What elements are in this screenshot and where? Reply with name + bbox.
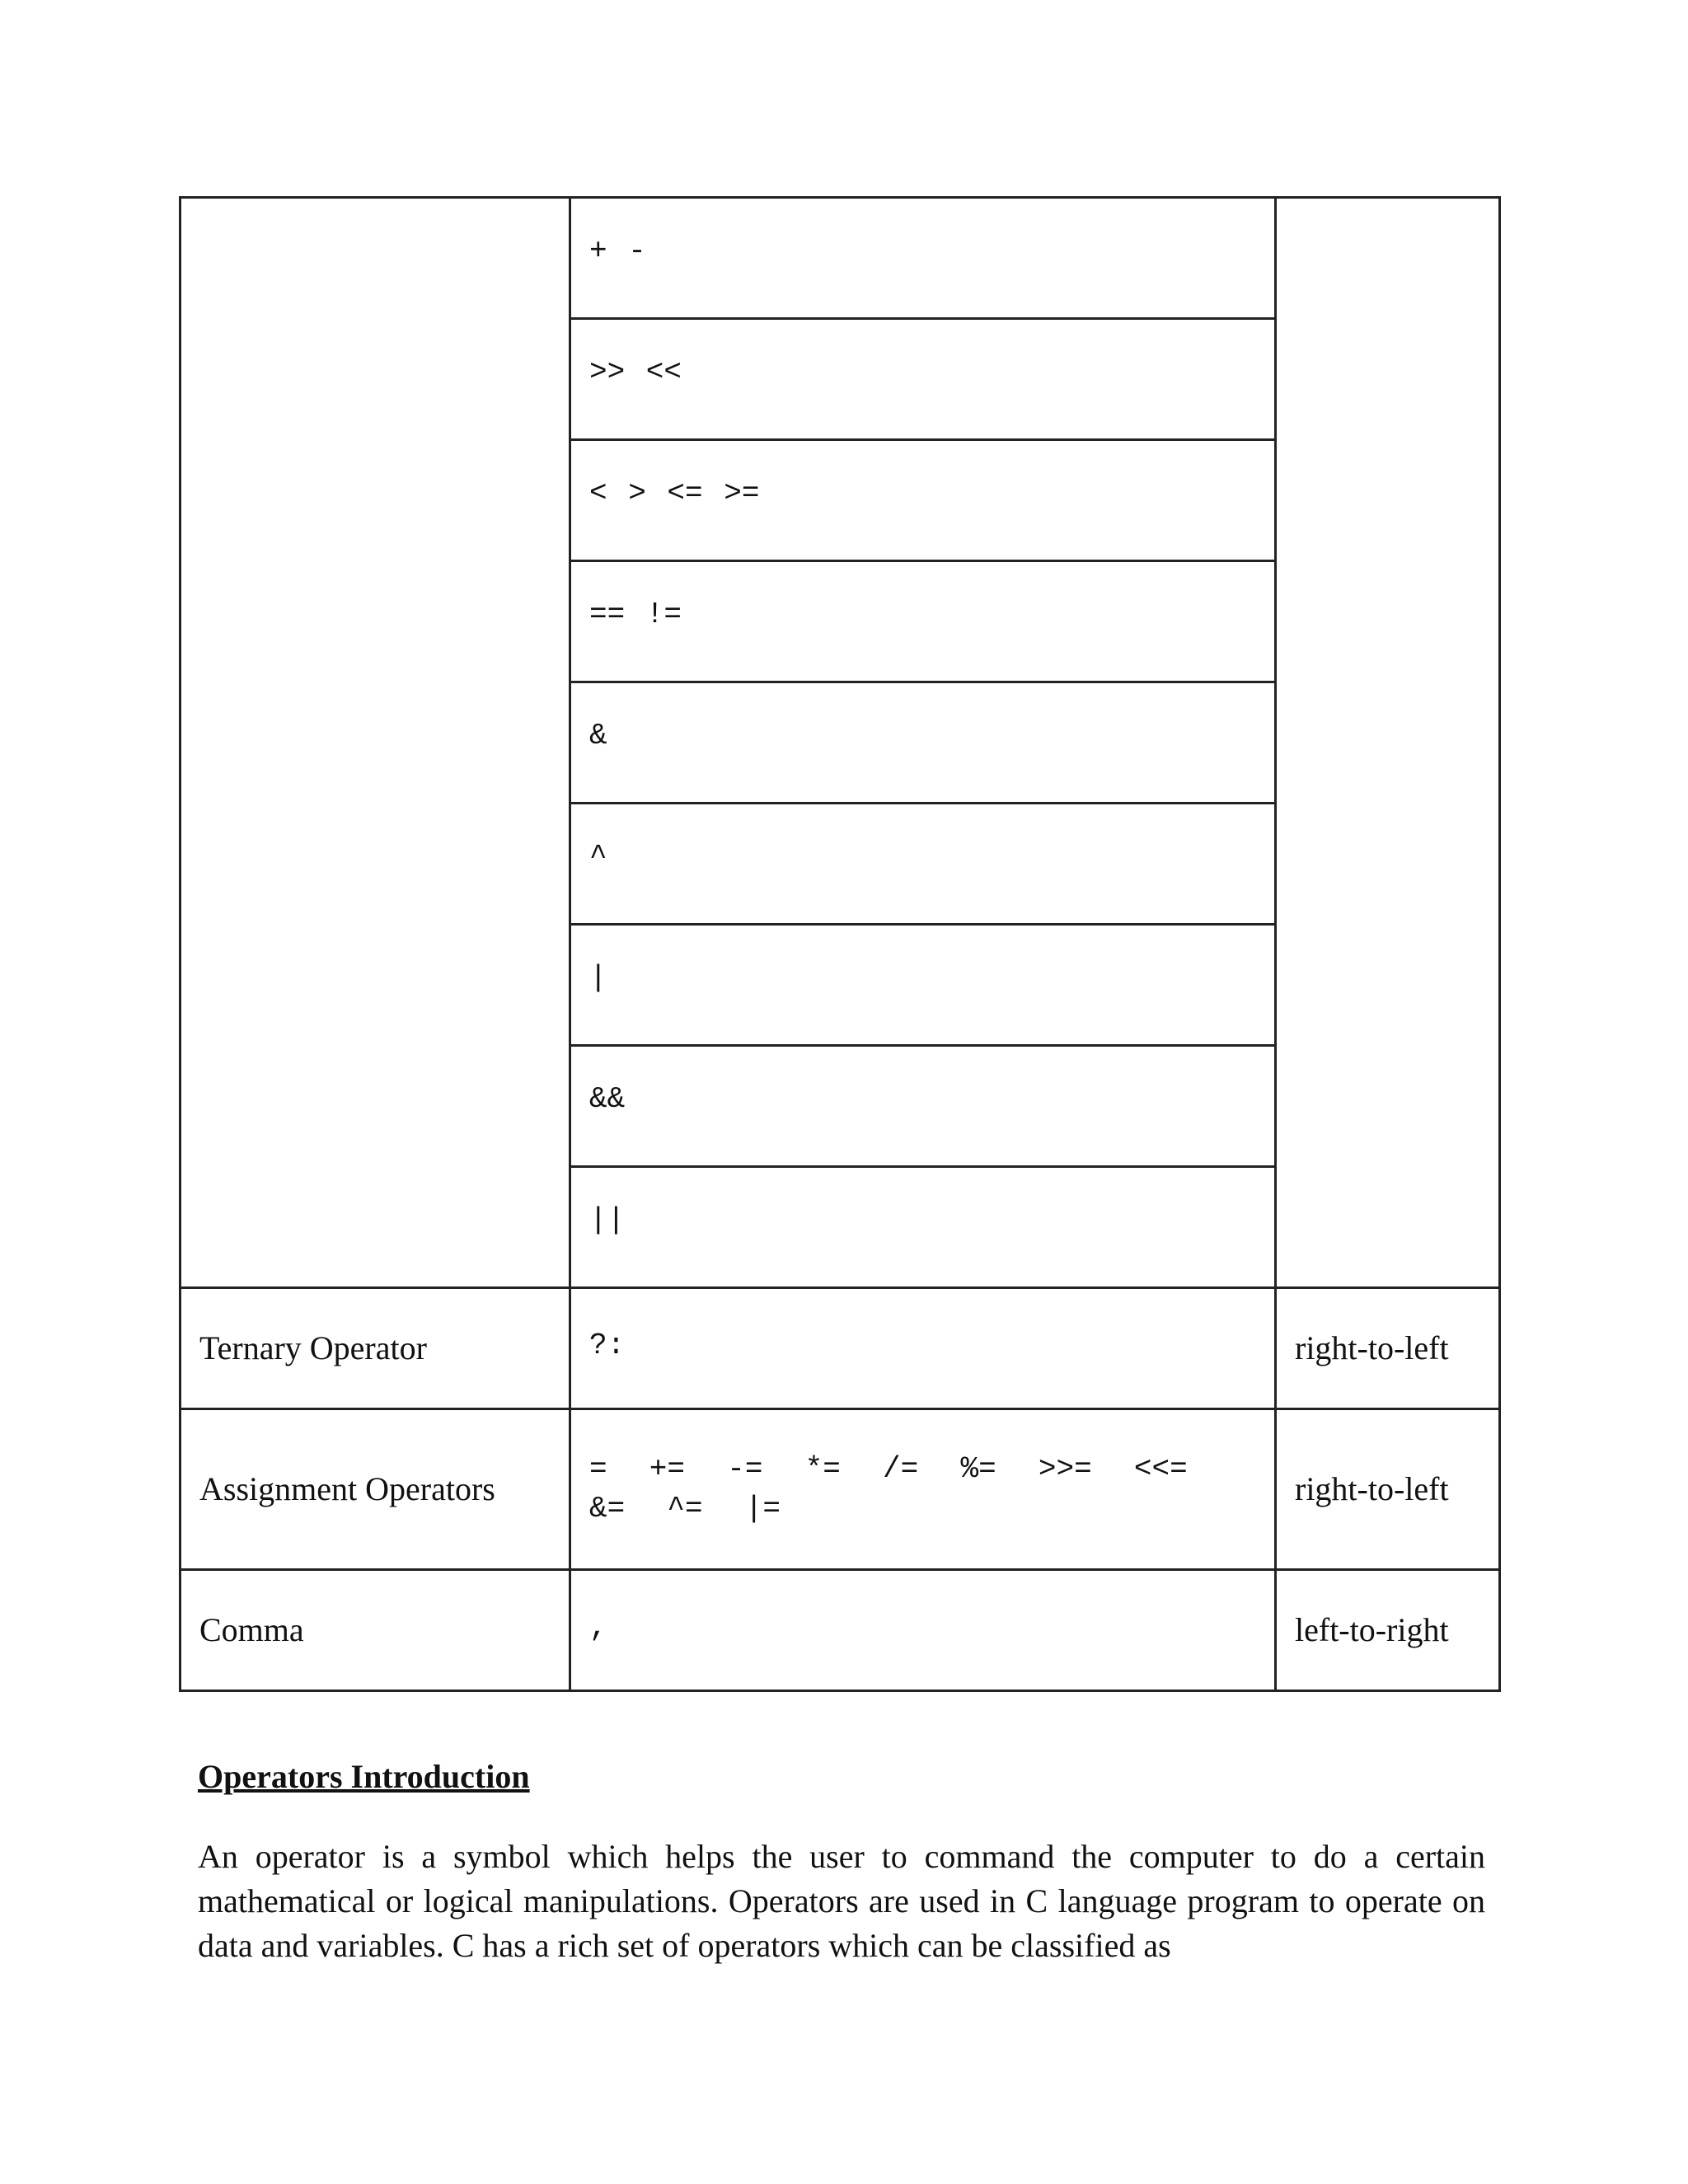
associativity-label: left-to-right bbox=[1295, 1611, 1449, 1648]
category-cell-empty bbox=[181, 198, 570, 1288]
operator-symbols: ^ bbox=[589, 840, 607, 874]
operator-symbols: < > <= >= bbox=[589, 476, 760, 510]
category-label: Comma bbox=[199, 1611, 304, 1648]
operator-symbols: && bbox=[589, 1082, 626, 1116]
operator-cell bbox=[570, 1288, 1276, 1409]
category-label: Assignment Operators bbox=[199, 1470, 495, 1507]
operator-symbols: || bbox=[589, 1203, 626, 1237]
operator-cell bbox=[570, 1570, 1276, 1691]
operator-cell bbox=[570, 440, 1276, 561]
body-paragraph: An operator is a symbol which helps the user to command the computer to do a certain mathematical or logical manipulations. Operators are used in C language program to operate on data and variables. C has a rich set of operators which can be classified as bbox=[198, 1838, 1485, 1964]
associativity-label: right-to-left bbox=[1295, 1470, 1449, 1507]
operator-cell bbox=[570, 682, 1276, 804]
operator-cell bbox=[570, 1167, 1276, 1288]
associativity-cell bbox=[1276, 1570, 1500, 1691]
operator-cell bbox=[570, 198, 1276, 319]
operator-cell bbox=[570, 1046, 1276, 1167]
associativity-label: right-to-left bbox=[1295, 1329, 1449, 1366]
associativity-cell-empty bbox=[1276, 198, 1500, 1288]
table-row-comma bbox=[181, 1570, 1500, 1691]
operator-cell bbox=[570, 1409, 1276, 1570]
section-heading: Operators Introduction bbox=[198, 1758, 530, 1795]
operator-symbols: + - bbox=[589, 234, 646, 268]
category-cell bbox=[181, 1570, 570, 1691]
operator-cell bbox=[570, 925, 1276, 1046]
table-row-assignment bbox=[181, 1409, 1500, 1570]
operator-cell bbox=[570, 804, 1276, 925]
associativity-cell bbox=[1276, 1409, 1500, 1570]
operator-symbols: | bbox=[589, 961, 607, 995]
operator-symbols: ?: bbox=[589, 1329, 626, 1362]
operator-symbols: == != bbox=[589, 598, 682, 631]
category-cell bbox=[181, 1409, 570, 1570]
operator-cell bbox=[570, 319, 1276, 440]
operator-symbols: = += -= *= /= %= >>= <<= &= ^= |= bbox=[589, 1452, 1230, 1526]
operator-cell bbox=[570, 561, 1276, 682]
operator-symbols: , bbox=[589, 1610, 607, 1644]
operator-symbols: & bbox=[589, 719, 607, 752]
category-label: Ternary Operator bbox=[199, 1329, 427, 1366]
operator-symbols: >> << bbox=[589, 355, 682, 389]
category-cell bbox=[181, 1288, 570, 1409]
table-row bbox=[181, 198, 1500, 319]
associativity-cell bbox=[1276, 1288, 1500, 1409]
operator-precedence-table bbox=[179, 196, 1501, 1692]
table-row-ternary bbox=[181, 1288, 1500, 1409]
